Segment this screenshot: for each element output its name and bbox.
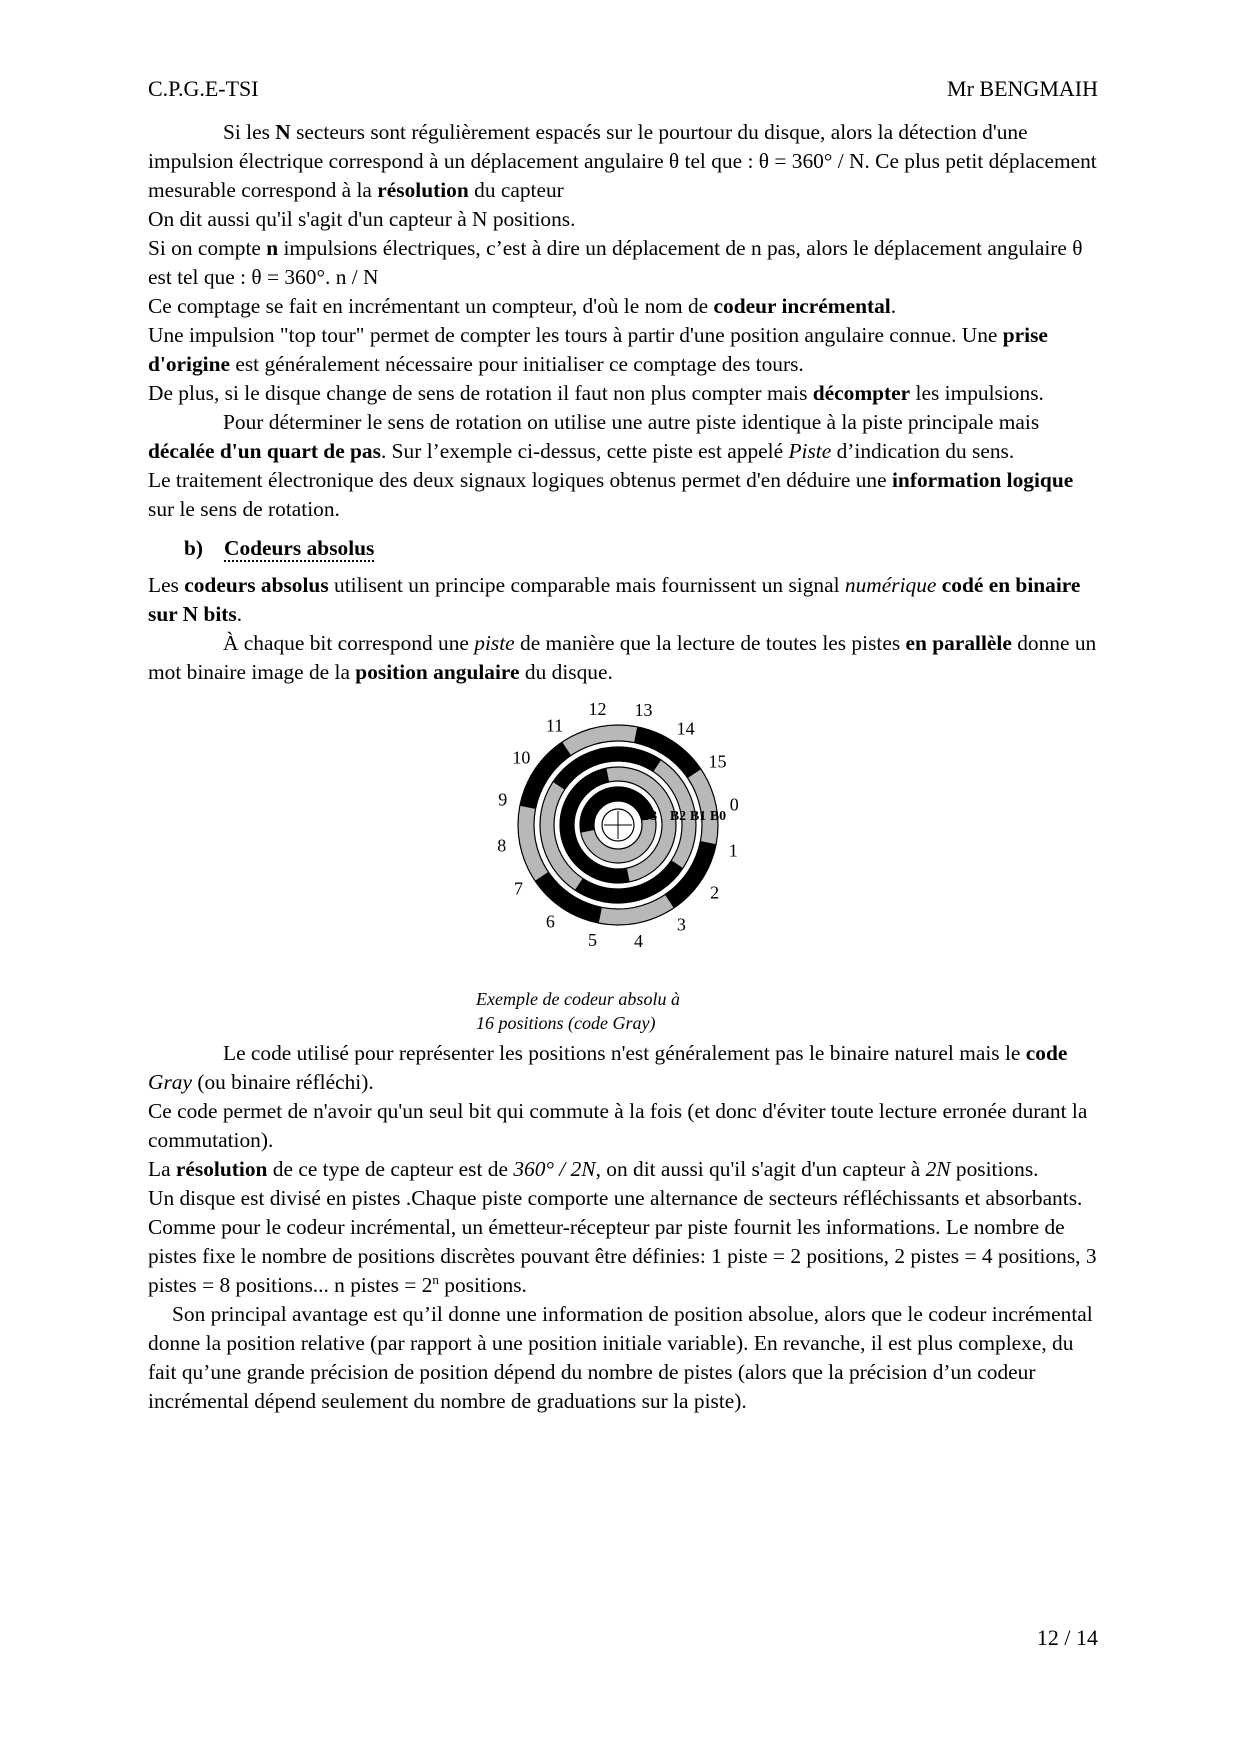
position-label: 11 (545, 715, 564, 736)
paragraph-traitement: Le traitement électronique des deux signaux logiques obtenus permet d'en déduire une information logique sur le sens de rotation. (148, 468, 1074, 521)
position-label: 5 (587, 930, 597, 951)
track-label: B0 (709, 809, 727, 824)
header-left: C.P.G.E-TSI (148, 76, 259, 101)
track-label: B1 (689, 809, 707, 824)
paragraph-resolution: Si les N secteurs sont régulièrement espacés sur le pourtour du disque, alors la détection d'une impulsion électrique correspond à un déplacement angulaire θ tel que : θ = 360° / N. Ce plus petit déplacement mesurable correspond à la résolution du capteur (148, 120, 1097, 202)
position-label: 3 (676, 914, 686, 935)
position-label: 8 (497, 835, 507, 856)
page-number: 12 / 14 (1036, 1625, 1098, 1650)
track-label: B2 (669, 809, 687, 824)
encoder-disk (518, 725, 718, 925)
paragraph-avantage: Son principal avantage est qu’il donne une information de position absolue, alors que le codeur incrémental donne la position relative (par rapport à une position initiale variable). En revanche, il est plus complexe, du fait qu’une grande précision de position dépend du nombre de pistes (alors que la précision d’un codeur incrémental dépend seulement du nombre de graduations sur la piste). (148, 1302, 1093, 1413)
position-label: 10 (512, 747, 531, 768)
track-b2-sector (607, 767, 630, 782)
track-label: B3 (640, 809, 658, 824)
position-label: 2 (710, 882, 720, 903)
track-b2-sector (560, 814, 575, 837)
paragraph-comptage: Ce comptage se fait en incrémentant un compteur, d'où le nom de codeur incrémental. (148, 294, 897, 318)
section-number: b) (184, 536, 204, 560)
position-label: 14 (676, 718, 695, 739)
paragraph-codeurs-absolus: Les codeurs absolus utilisent un principe comparable mais fournissent un signal numérique codé en binaire sur N bits. (148, 573, 1081, 626)
position-label: 6 (545, 911, 555, 932)
paragraph-code-gray: Le code utilisé pour représenter les positions n'est généralement pas le binaire naturel mais le code Gray (ou binaire réfléchi). (148, 1041, 1068, 1094)
track-b1-sector (603, 747, 633, 762)
caption-line-1: Exemple de codeur absolu à (476, 989, 680, 1009)
track-b1-sector (540, 810, 555, 840)
paragraph-pistes: Un disque est divisé en pistes .Chaque piste comporte une alternance de secteurs réfléchissants et absorbants. Comme pour le codeur incrémental, un émetteur-récepteur par piste fournit les informations. Le nombre de pistes fixe le nombre de positions discrètes pouvant être définies: 1 piste = 2 positions, 2 pistes = 4 positions, 3 pistes = 8 positions... n pistes = $2^n$ positions. (148, 1186, 1097, 1297)
track-b2-sector (607, 868, 630, 883)
paragraph-pistes-parallele: À chaque bit correspond une piste de manière que la lecture de toutes les pistes en parallèle donne un mot binaire image de la position angulaire du disque. (148, 631, 1097, 684)
position-label: 12 (588, 698, 607, 719)
encoder-disk-diagram (468, 693, 788, 983)
figure-caption (476, 987, 680, 1035)
document-body (148, 118, 1098, 1416)
paragraph-n-impulsions: Si on compte n impulsions électriques, c’est à dire un déplacement de n pas, alors le déplacement angulaire θ est tel que : θ = 360°. n / N (148, 236, 1083, 289)
paragraph-n-positions: On dit aussi qu'il s'agit d'un capteur à N positions. (148, 207, 576, 231)
track-b1-sector (603, 888, 633, 903)
paragraph-resolution-absolu: La résolution de ce type de capteur est de 360° / 2N, on dit aussi qu'il s'agit d'un capteur à 2N positions. (148, 1157, 1039, 1181)
section-heading-codeurs-absolus (148, 534, 1098, 563)
section-title: Codeurs absolus (224, 536, 375, 560)
absolute-encoder-figure (148, 693, 1098, 1035)
position-label: 7 (513, 878, 523, 899)
track-b0-sector (518, 805, 536, 844)
paragraph-top-tour: Une impulsion "top tour" permet de compter les tours à partir d'une position angulaire connue. Une prise d'origine est généralement nécessaire pour initialiser ce comptage des tours. (148, 323, 1048, 376)
paragraph-sens-rotation: Pour déterminer le sens de rotation on utilise une autre piste identique à la piste principale mais décalée d'un quart de pas. Sur l’exemple ci-dessus, cette piste est appelé Piste d’indication du sens. (148, 410, 1040, 463)
header-right: Mr BENGMAIH (947, 76, 1098, 101)
paragraph-decompter: De plus, si le disque change de sens de rotation il faut non plus compter mais décompter les impulsions. (148, 381, 1044, 405)
track-b0-sector (598, 725, 637, 743)
position-label: 15 (708, 751, 727, 772)
page-header (148, 76, 1098, 106)
caption-line-2: 16 positions (code Gray) (476, 1013, 656, 1033)
position-label: 9 (498, 789, 508, 810)
position-label: 1 (728, 840, 738, 861)
position-label: 0 (729, 794, 739, 815)
position-label: 4 (633, 931, 643, 952)
track-b0-sector (598, 907, 637, 925)
paragraph-commutation: Ce code permet de n'avoir qu'un seul bit qui commute à la fois (et donc d'éviter toute lecture erronée durant la commutation). (148, 1099, 1088, 1152)
position-label: 13 (634, 699, 653, 720)
